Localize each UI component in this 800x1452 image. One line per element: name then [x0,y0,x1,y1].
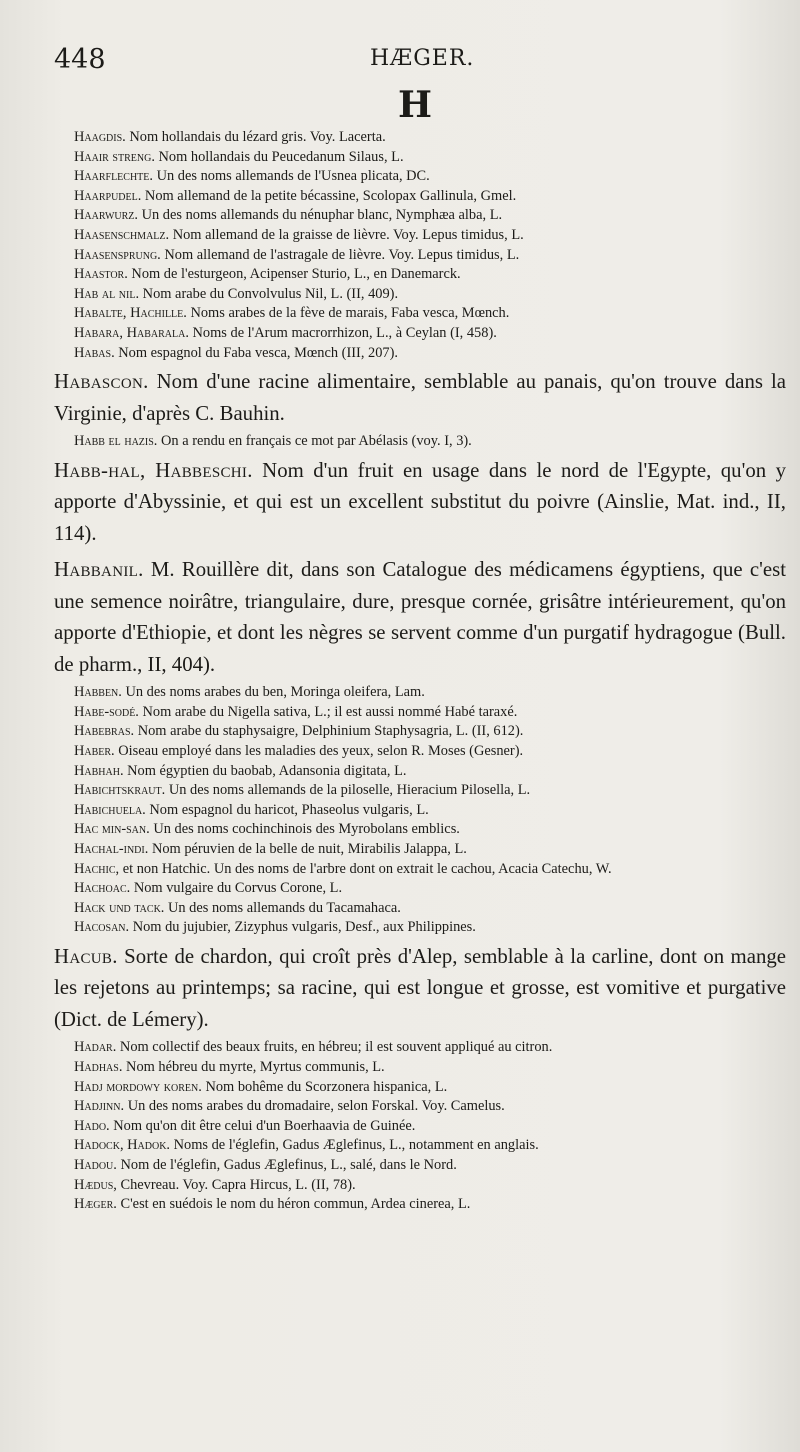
entry-headword: Habe-sodé. [74,703,139,720]
entry-headword: Habascon. [54,370,149,394]
entry-text: Un des noms allemands de la piloselle, Hieracium Pilosella, L. [165,782,531,799]
entry-headword: Hacosan. [74,919,130,936]
dictionary-entry [54,128,786,148]
dictionary-entry [54,722,786,742]
entry-text: Un des noms arabes du dromadaire, selon Forskal. Voy. Camelus. [124,1098,505,1115]
entry-headword: Habichuela. [74,801,146,818]
entry-list [54,128,786,1215]
entry-headword: Hadou. [74,1157,117,1173]
dictionary-entry [54,344,786,364]
dictionary-entry [54,1156,786,1176]
dictionary-entry [54,801,786,821]
entry-headword: Hadar. [74,1039,117,1056]
dictionary-entry [54,1038,786,1058]
entry-text: Nom vulgaire du Corvus Corone, L. [130,880,343,897]
entry-headword: Haagdis. [74,129,126,145]
entry-text: Chevreau. Voy. Capra Hircus, L. (II, 78). [116,1176,356,1193]
entry-text: Nom hébreu du myrte, Myrtus communis, L. [122,1059,385,1076]
entry-text: Nom allemand de l'astragale de lièvre. Voy. Lepus timidus, L. [160,246,520,263]
entry-text: Oiseau employé dans les maladies des yeux, selon R. Moses (Gesner). [114,743,524,759]
dictionary-entry [54,899,786,919]
entry-text: Nom collectif des beaux fruits, en hébreu; il est souvent appliqué au citron. [116,1039,553,1056]
dictionary-entry [54,860,786,880]
dictionary-entry [54,285,786,305]
dictionary-entry [54,879,786,899]
dictionary-entry [54,366,786,429]
dictionary-entry [54,1176,786,1196]
entry-headword: Habichtskraut. [74,782,166,799]
entry-headword: Habben. [74,684,122,701]
running-head [0,44,800,84]
entry-text: Un des noms allemands du nénuphar blanc, Nymphæa alba, L. [138,207,503,224]
dictionary-entry [54,683,786,703]
entry-text: Nom allemand de la petite bécassine, Scolopax Gallinula, Gmel. [141,187,517,204]
entry-headword: Haarpudel. [74,187,142,204]
dictionary-entry [54,703,786,723]
dictionary-entry [54,742,786,762]
entry-text: Nom espagnol du haricot, Phaseolus vulgaris, L. [145,801,429,818]
entry-text: Nom de l'églefin, Gadus Æglefinus, L., salé, dans le Nord. [116,1157,457,1173]
entry-text: On a rendu en français ce mot par Abélasis (voy. I, 3). [157,433,472,450]
dictionary-entry [54,1058,786,1078]
entry-headword: Hachoac. [74,880,131,897]
entry-headword: Hadj mordowy koren. [74,1078,202,1095]
dictionary-entry [54,226,786,246]
entry-headword: Hadock, Hadok. [74,1137,171,1154]
section-letter: H [398,84,433,126]
dictionary-entry [54,1078,786,1098]
entry-text: Nom du jujubier, Zizyphus vulgaris, Desf., aux Philippines. [129,919,476,936]
dictionary-entry [54,324,786,344]
entry-text: Nom bohême du Scorzonera hispanica, L. [201,1078,448,1095]
entry-text: Nom hollandais du lézard gris. Voy. Lacerta. [125,129,386,145]
entry-headword: Habb el hazis. [74,433,158,450]
entry-text: Noms arabes de la fève de marais, Faba vesca, Mœnch. [186,305,510,322]
entry-headword: Hacub. [54,944,118,968]
entry-headword: Hæger. [74,1196,117,1213]
entry-headword: Habb-hal, Habbeschi. [54,458,253,482]
dictionary-entry [54,432,786,452]
dictionary-entry [54,918,786,938]
entry-headword: Hac min-san. [74,821,150,838]
dictionary-entry [54,554,786,680]
entry-headword: Habara, Habarala. [74,324,189,341]
dictionary-entry [54,941,786,1036]
entry-headword: Habbanil. [54,558,144,582]
dictionary-entry [54,781,786,801]
entry-text: Nom espagnol du Faba vesca, Mœnch (III, 207). [114,344,399,361]
entry-text: Nom hollandais du Peucedanum Silaus, L. [154,148,404,165]
entry-headword: Haarwurz. [74,207,138,224]
entry-headword: Habalte, Hachille. [74,305,187,322]
entry-headword: Hachal-indi. [74,840,149,857]
entry-headword: Hab al nil. [74,285,140,302]
entry-text: Un des noms allemands du Tacamahaca. [164,899,401,916]
dictionary-entry [54,840,786,860]
entry-headword: Habhah. [74,762,124,779]
entry-text: Un des noms cochinchinois des Myrobolans emblics. [149,821,460,838]
dictionary-entry [54,762,786,782]
page-number: 448 [54,44,106,75]
running-title: HÆGER. [370,46,475,71]
entry-headword: Haastor. [74,266,128,283]
entry-text: Nom de l'esturgeon, Acipenser Sturio, L., en Danemarck. [127,266,461,283]
entry-headword: Hædus, [74,1176,117,1193]
dictionary-entry [54,246,786,266]
dictionary-entry [54,304,786,324]
entry-text: C'est en suédois le nom du héron commun, Ardea cinerea, L. [116,1196,471,1213]
entry-headword: Haair streng. [74,148,155,165]
dictionary-entry [54,1117,786,1137]
dictionary-entry [54,1136,786,1156]
entry-text: Noms de l'églefin, Gadus Æglefinus, L., notamment en anglais. [170,1137,539,1154]
entry-text: Un des noms allemands de l'Usnea plicata, DC. [153,168,430,185]
entry-headword: Hadhas. [74,1059,123,1076]
entry-text: M. Rouillère dit, dans son Catalogue des médicamens égyptiens, que c'est une semence noirâtre, triangulaire, dure, presque cornée, grisâtre intérieurement, qu'on apporte d'Ethiopie, et dont les nègres se servent comme d'un purgatif hydragogue (Bull. de pharm., II, 404). [54,558,786,676]
entry-text: Nom arabe du staphysaigre, Delphinium Staphysagria, L. (II, 612). [134,723,524,740]
entry-text: Nom arabe du Nigella sativa, L.; il est aussi nommé Habé taraxé. [138,703,518,720]
entry-headword: Hachic, [74,860,120,877]
entry-headword: Haasensprung. [74,246,161,263]
entry-text: Nom arabe du Convolvulus Nil, L. (II, 409). [139,285,399,302]
entry-text: Noms de l'Arum macrorrhizon, L., à Ceylan (I, 458). [188,324,497,341]
entry-headword: Haber. [74,743,115,759]
entry-headword: Haasenschmalz. [74,226,170,243]
entry-text: Nom péruvien de la belle de nuit, Mirabilis Jalappa, L. [148,840,467,857]
dictionary-entry [54,1195,786,1215]
entry-headword: Habas. [74,344,115,361]
dictionary-entry [54,455,786,550]
entry-text: Un des noms arabes du ben, Moringa oleifera, Lam. [121,684,425,701]
dictionary-entry [54,1097,786,1117]
entry-text: et non Hatchic. Un des noms de l'arbre dont on extrait le cachou, Acacia Catechu, W. [119,860,612,877]
entry-headword: Habebras. [74,723,135,740]
entry-text: Nom égyptien du baobab, Adansonia digitata, L. [123,762,407,779]
entry-text: Nom qu'on dit être celui d'un Boerhaavia de Guinée. [109,1117,416,1134]
dictionary-entry [54,820,786,840]
entry-headword: Hado. [74,1117,110,1134]
dictionary-entry [54,148,786,168]
dictionary-entry [54,167,786,187]
entry-headword: Haarflechte. [74,168,153,185]
entry-headword: Hadjinn. [74,1098,125,1115]
entry-text: Nom allemand de la graisse de lièvre. Voy. Lepus timidus, L. [169,226,524,243]
entry-text: Sorte de chardon, qui croît près d'Alep, semblable à la carline, dont on mange les rejetons au printemps; sa racine, qui est longue et grosse, est vomitive et purgative (Dict. de Lémery). [54,944,786,1031]
entry-text: Nom d'un fruit en usage dans le nord de l'Egypte, qu'on y apporte d'Abyssinie, et qui est un excellent substitut du poivre (Ainslie, Mat. ind., II, 114). [54,458,786,545]
entry-headword: Hack und tack. [74,899,165,916]
dictionary-entry [54,187,786,207]
dictionary-entry [54,265,786,285]
dictionary-entry [54,206,786,226]
entry-text: Nom d'une racine alimentaire, semblable au panais, qu'on trouve dans la Virginie, d'après C. Bauhin. [54,370,786,425]
